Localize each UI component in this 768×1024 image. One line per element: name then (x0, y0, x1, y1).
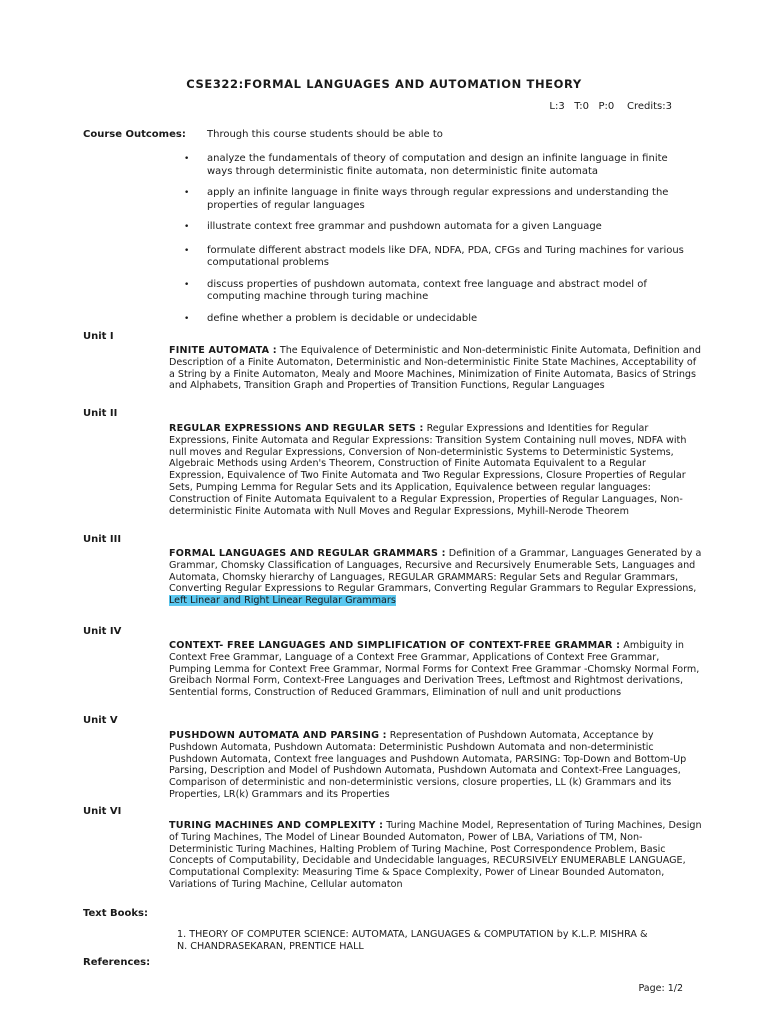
unit-4-body: Ambiguity in Context Free Grammar, Language of a Context Free Grammar, Applications of Context Free Grammar, Pumping Lemma for Context Free Grammar, Normal Forms for Context Free Grammar -Chomsky Normal Form, Greibach Normal Form, Context-Free Languages and Derivation Trees, Leftmost and Rightmost derivations, Sentential forms, Construction of Reduced Grammars, Elimination of null and unit productions (169, 640, 700, 699)
highlighted-text: Left Linear and Right Linear Regular Grammars (169, 595, 396, 607)
unit-5-label: Unit V (83, 715, 118, 726)
unit-3-content (169, 548, 704, 607)
unit-1-heading: FINITE AUTOMATA : (169, 345, 277, 356)
unit-4-heading: CONTEXT- FREE LANGUAGES AND SIMPLIFICATION OF CONTEXT-FREE GRAMMAR : (169, 640, 621, 651)
text-book-item: 1. THEORY OF COMPUTER SCIENCE: AUTOMATA, LANGUAGES & COMPUTATION by K.L.P. MISHRA & N. CHANDRASEKARAN, PRENTICE HALL (177, 929, 648, 952)
unit-5-heading: PUSHDOWN AUTOMATA AND PARSING : (169, 730, 387, 741)
unit-2-label: Unit II (83, 408, 118, 419)
unit-2-content (169, 423, 704, 517)
unit-5-content (169, 730, 704, 801)
unit-6-label: Unit VI (83, 806, 122, 817)
unit-1-label: Unit I (83, 331, 114, 342)
course-outcomes-intro: Through this course students should be able to (207, 129, 443, 140)
unit-6-body: Turing Machine Model, Representation of Turing Machines, Design of Turing Machines, The Model of Linear Bounded Automaton, Power of LBA, Variations of TM, Non-Deterministic Turing Machines, Halting Problem of Turing Machine, Post Correspondence Problem, Basic Concepts of Computability, Decidable and Undecidable languages, RECURSIVELY ENUMERABLE LANGUAGE, Computational Complexity: Measuring Time & Space Complexity, Power of Linear Bounded Automaton, Variations of Turing Machine, Cellular automaton (169, 820, 702, 890)
unit-4-label: Unit IV (83, 626, 122, 637)
unit-2-heading: REGULAR EXPRESSIONS AND REGULAR SETS : (169, 423, 424, 434)
unit-6-content (169, 820, 704, 891)
course-outcomes-list (184, 153, 684, 334)
unit-1-content (169, 345, 704, 392)
unit-2-body: Regular Expressions and Identities for Regular Expressions, Finite Automata and Regular Expressions: Transition System Containing null moves, NDFA with null moves and Regular Expressions, Conversion of Non-deterministic Systems to Deterministic Systems, Algebraic Methods using Arden's Theorem, Construction of Finite Automata Equivalent to a Regular Expression, Equivalence of Two Finite Automata and Two Regular Expressions, Closure Properties of Regular Sets, Pumping Lemma for Regular Sets and its Application, Equivalence between regular languages: Construction of Finite Automata Equivalent to a Regular Expression, Properties of Regular Languages, Non-deterministic Finite Automata with Null Moves and Regular Expressions, Myhill-Nerode Theorem (169, 423, 687, 517)
credits-line: L:3 T:0 P:0 Credits:3 (549, 101, 672, 112)
outcome-item: • illustrate context free grammar and pushdown automata for a given Language (184, 221, 684, 234)
unit-3-label: Unit III (83, 534, 122, 545)
unit-6-heading: TURING MACHINES AND COMPLEXITY : (169, 820, 384, 831)
unit-3-body: Definition of a Grammar, Languages Generated by a Grammar, Chomsky Classification of Languages, Recursive and Recursively Enumerable Sets, Languages and Automata, Chomsky hierarchy of Languages, REGULAR GRAMMARS: Regular Sets and Regular Grammars, Converting Regular Expressions to Regular Grammars, Converting Regular Grammars to Regular Expressions, (169, 548, 702, 595)
unit-1-body: The Equivalence of Deterministic and Non-deterministic Finite Automata, Definition and Description of a Finite Automaton, Deterministic and Non-deterministic Finite State Machines, Acceptability of a String by a Finite Automaton, Mealy and Moore Machines, Minimization of Finite Automata, Basics of Strings and Alphabets, Transition Graph and Properties of Transition Functions, Regular Languages (169, 345, 701, 392)
page-number: Page: 1/2 (638, 983, 683, 994)
course-outcomes-label: Course Outcomes: (83, 129, 186, 140)
outcome-item: • define whether a problem is decidable or undecidable (184, 313, 684, 326)
unit-4-content (169, 640, 704, 699)
outcome-item: • formulate different abstract models like DFA, NDFA, PDA, CFGs and Turing machines for various computational problems (184, 245, 684, 270)
outcome-item: • discuss properties of pushdown automata, context free language and abstract model of computing machine through turing machine (184, 279, 684, 304)
outcome-item: • apply an infinite language in finite ways through regular expressions and understanding the properties of regular languages (184, 187, 684, 212)
unit-5-body: Representation of Pushdown Automata, Acceptance by Pushdown Automata, Pushdown Automata: Deterministic Pushdown Automata and non-deterministic Pushdown Automata, Context free languages and Pushdown Automata, PARSING: Top-Down and Bottom-Up Parsing, Description and Model of Pushdown Automata, Pushdown Automata and Context-Free Languages, Comparison of deterministic and non-deterministic versions, closure properties, LL (k) Grammars and its Properties, LR(k) Grammars and its Properties (169, 730, 687, 800)
course-title: CSE322:FORMAL LANGUAGES AND AUTOMATION THEORY (186, 77, 582, 91)
references-label: References: (83, 957, 151, 968)
outcome-item: • analyze the fundamentals of theory of computation and design an infinite language in finite ways through deterministic finite automata, non deterministic finite automata (184, 153, 684, 178)
unit-3-heading: FORMAL LANGUAGES AND REGULAR GRAMMARS : (169, 548, 446, 559)
text-books-label: Text Books: (83, 908, 148, 919)
